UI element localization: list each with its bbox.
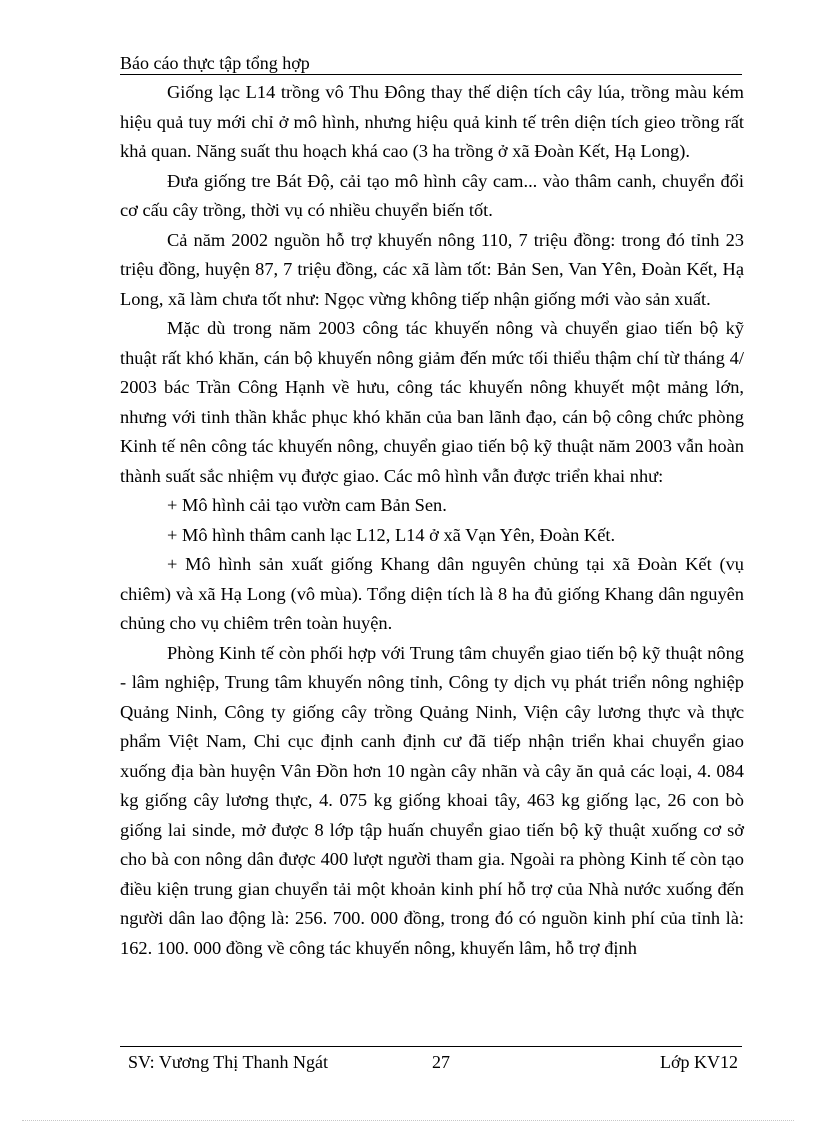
page-footer (120, 1046, 742, 1072)
page-number: 27 (432, 1052, 450, 1072)
class-label: Lớp KV12 (659, 1052, 738, 1072)
list-item-khang-dan-seed: + Mô hình sản xuất giống Khang dân nguyên chủng tại xã Đoàn Kết (vụ chiêm) và xã Hạ Long (vô mùa). Tổng diện tích là 8 ha đủ giống Khang dân nguyên chủng cho vụ chiêm trên toàn huyện. (120, 554, 744, 633)
page-header (120, 52, 742, 75)
paragraph-2003-extension: Mặc dù trong năm 2003 công tác khuyến nông và chuyển giao tiến bộ kỹ thuật rất khó khăn, cán bộ khuyến nông giảm đến mức tối thiểu thậm chí từ tháng 4/ 2003 bác Trần Công Hạnh về hưu, công tác khuyến nông khuyết một mảng lớn, nhưng với tinh thần khắc phục khó khăn của ban lãnh đạo, cán bộ công chức phòng Kinh tế nên công tác khuyến nông, chuyển giao tiến bộ kỹ thuật năm 2003 vẫn hoàn thành suất sắc nhiệm vụ được giao. Các mô hình vẫn được triển khai như: (120, 318, 744, 486)
student-name: SV: Vương Thị Thanh Ngát (128, 1052, 328, 1072)
list-item-peanut-model: + Mô hình thâm canh lạc L12, L14 ở xã Vạn Yên, Đoàn Kết. (167, 524, 616, 545)
list-item-orange-garden: + Mô hình cải tạo vườn cam Bản Sen. (167, 495, 447, 515)
paragraph-bamboo-bat-do: Đưa giống tre Bát Độ, cải tạo mô hình cây cam... vào thâm canh, chuyển đổi cơ cấu cây trồng, thời vụ có nhiều chuyển biến tốt. (120, 170, 744, 220)
paragraph-2002-funding: Cả năm 2002 nguồn hỗ trợ khuyến nông 110, 7 triệu đồng: trong đó tỉnh 23 triệu đồng, huyện 87, 7 triệu đồng, các xã làm tốt: Bản Sen, Van Yên, Đoàn Kết, Hạ Long, xã làm chưa tốt như: Ngọc vừng không tiếp nhận giống mới vào sản xuất. (120, 229, 744, 309)
document-body (120, 78, 744, 963)
report-title: Báo cáo thực tập tổng hợp (120, 53, 310, 73)
paragraph-cooperation: Phòng Kinh tế còn phối hợp với Trung tâm chuyển giao tiến bộ kỹ thuật nông - lâm nghiệp, Trung tâm khuyến nông tỉnh, Công ty dịch vụ phát triển nông nghiệp Quảng Ninh, Công ty giống cây trồng Quảng Ninh, Viện cây lương thực và thực phẩm Việt Nam, Chi cục định canh định cư đã tiếp nhận triển khai chuyển giao xuống địa bàn huyện Vân Đồn hơn 10 ngàn cây nhãn và cây ăn quả các loại, 4. 084 kg giống cây lương thực, 4. 075 kg giống khoai tây, 463 kg giống lạc, 26 con bò giống lai sinde, mở được 8 lớp tập huấn chuyển giao tiến bộ kỹ thuật xuống cơ sở cho bà con nông dân được 400 lượt người tham gia. Ngoài ra phòng Kinh tế còn tạo điều kiện trung gian chuyển tải một khoản kinh phí hỗ trợ của Nhà nước xuống đến người dân lao động là: 256. 700. 000 đồng, trong đó có nguồn kinh phí của tỉnh là: 162. 100. 000 đồng về công tác khuyến nông, khuyến lâm, hỗ trợ định (120, 642, 744, 958)
paragraph-peanut-l14: Giống lạc L14 trồng vô Thu Đông thay thế diện tích cây lúa, trồng màu kém hiệu quả tuy mới chỉ ở mô hình, nhưng hiệu quả kinh tế trên diện tích gieo trồng rất khả quan. Năng suất thu hoạch khá cao (3 ha trồng ở xã Đoàn Kết, Hạ Long). (120, 82, 744, 161)
page-bottom-divider (22, 1120, 794, 1121)
